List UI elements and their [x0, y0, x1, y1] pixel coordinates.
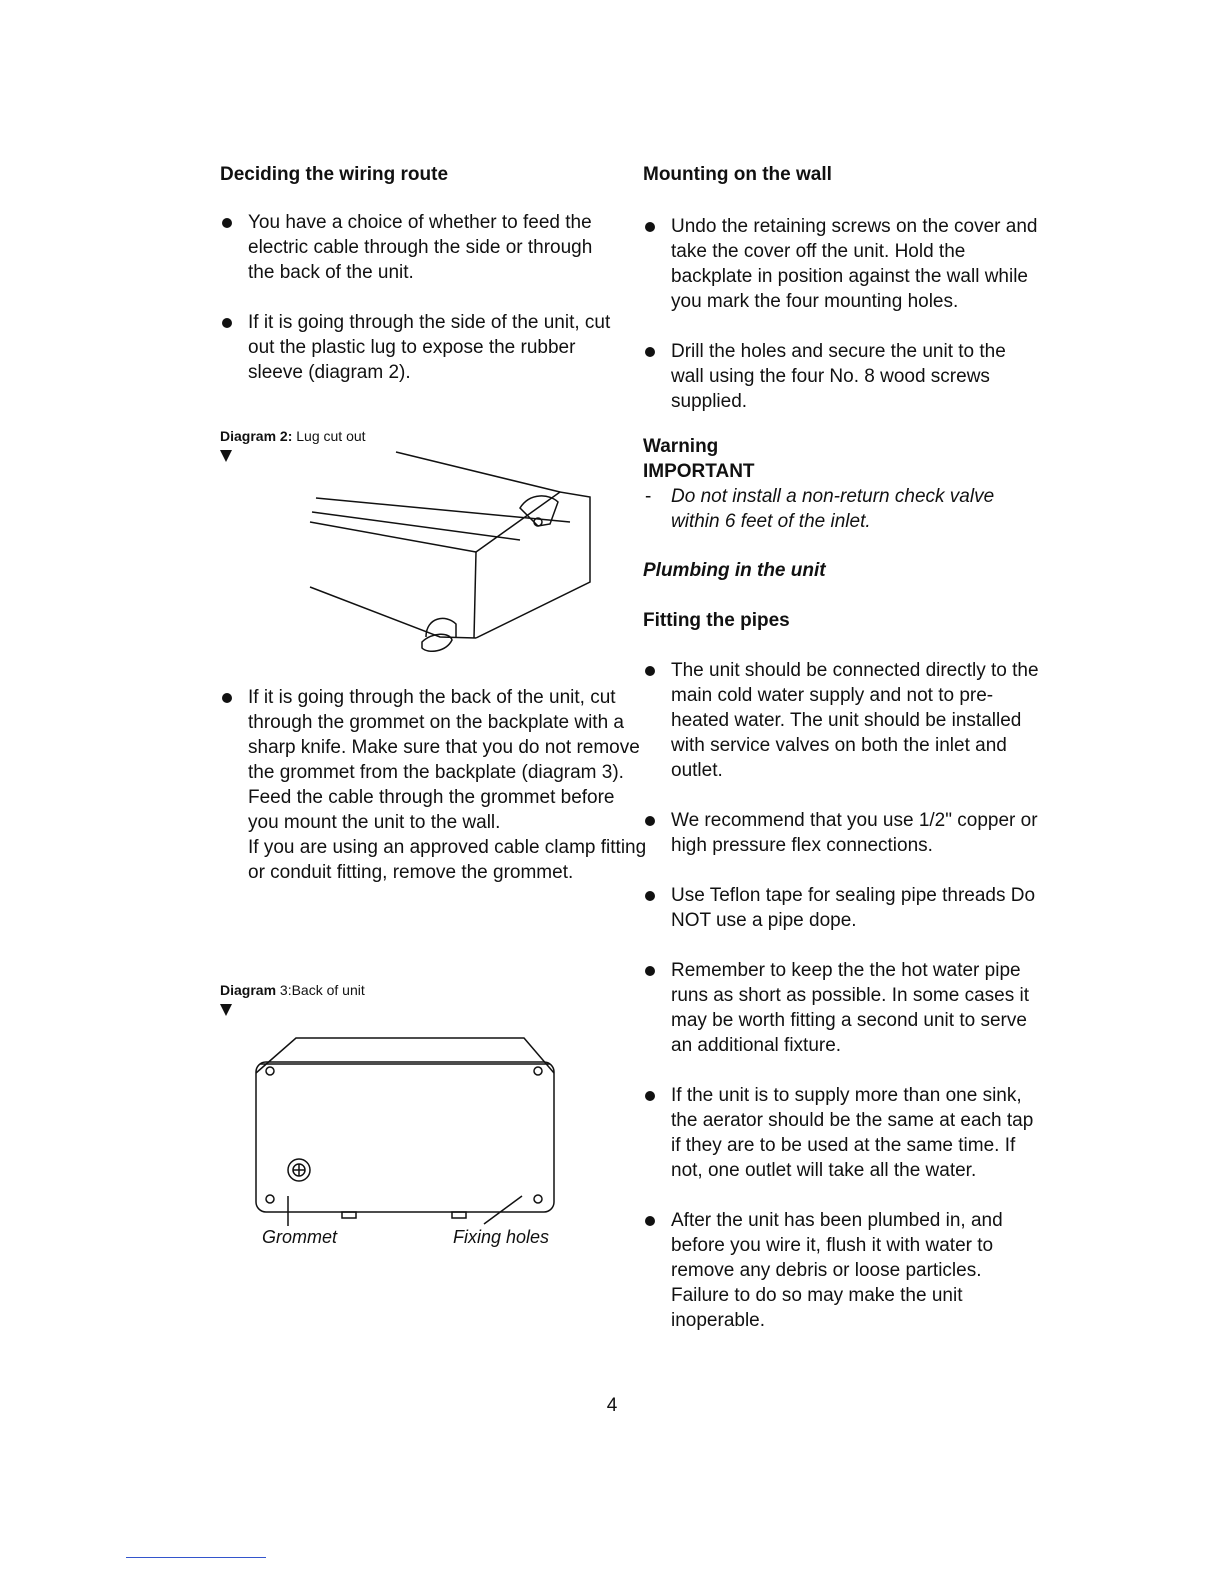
list-item: Drill the holes and secure the unit to the wall using the four No. 8 wood screws supplied.	[643, 339, 1043, 414]
page-number: 4	[606, 1395, 618, 1416]
wiring-route-heading: Deciding the wiring route	[220, 164, 449, 185]
diagram-3-back-of-unit-illustration	[220, 1028, 620, 1228]
down-arrow-icon	[220, 1004, 232, 1016]
left-column	[220, 160, 647, 1247]
list-item: If it is going through the side of the unit, cut out the plastic lug to expose the rubber sleeve (diagram 2).	[220, 310, 620, 385]
fixing-holes-caption: Fixing holes	[453, 1227, 550, 1247]
warning-text: - Do not install a non-return check valve within 6 feet of the inlet.	[645, 486, 995, 532]
list-item: Undo the retaining screws on the cover and take the cover off the unit. Hold the backplate in position against the wall while you mark the four mounting holes.	[643, 214, 1043, 314]
list-item: Remember to keep the the hot water pipe runs as short as possible. In some cases it may be worth fitting a second unit to serve an additional fixture.	[643, 958, 1043, 1058]
plumbing-heading: Plumbing in the unit	[643, 560, 826, 581]
list-item: We recommend that you use 1/2" copper or high pressure flex connections.	[643, 808, 1043, 858]
important-heading: IMPORTANT	[643, 461, 755, 482]
list-item: If the unit is to supply more than one sink, the aerator should be the same at each tap if they are to be used at the same time. If not, one outlet will take all the water.	[643, 1083, 1043, 1183]
right-column	[643, 160, 1043, 1333]
diagram-2-lug-illustration	[220, 442, 620, 652]
mounting-heading: Mounting on the wall	[643, 164, 832, 185]
list-item: You have a choice of whether to feed the electric cable through the side or through the back of the unit.	[220, 210, 620, 285]
list-item: After the unit has been plumbed in, and before you wire it, flush it with water to remove any debris or loose particles. Failure to do so may make the unit inoperable.	[643, 1208, 1043, 1333]
warning-heading: Warning	[643, 436, 719, 457]
fitting-pipes-heading: Fitting the pipes	[643, 610, 790, 631]
list-item: The unit should be connected directly to the main cold water supply and not to pre-heated water. The unit should be installed with service valves on both the inlet and outlet.	[643, 658, 1043, 783]
list-item: Use Teflon tape for sealing pipe threads Do NOT use a pipe dope.	[643, 883, 1043, 933]
list-item: If it is going through the back of the unit, cut through the grommet on the backplate with a sharp knife. Make sure that you do not remove the grommet from the backplate (diagram 3). Feed the cable through the grommet before you mount the unit to the wall. If you are using an approved cable clamp fitting or conduit fitting, remove the grommet.	[220, 685, 648, 885]
footer-rule	[126, 1557, 266, 1558]
grommet-caption: Grommet	[262, 1227, 338, 1247]
diagram-3-label: Diagram 3:Back of unit	[220, 981, 365, 1016]
diagram-2-label: Diagram 2: Lug cut out	[220, 427, 620, 462]
